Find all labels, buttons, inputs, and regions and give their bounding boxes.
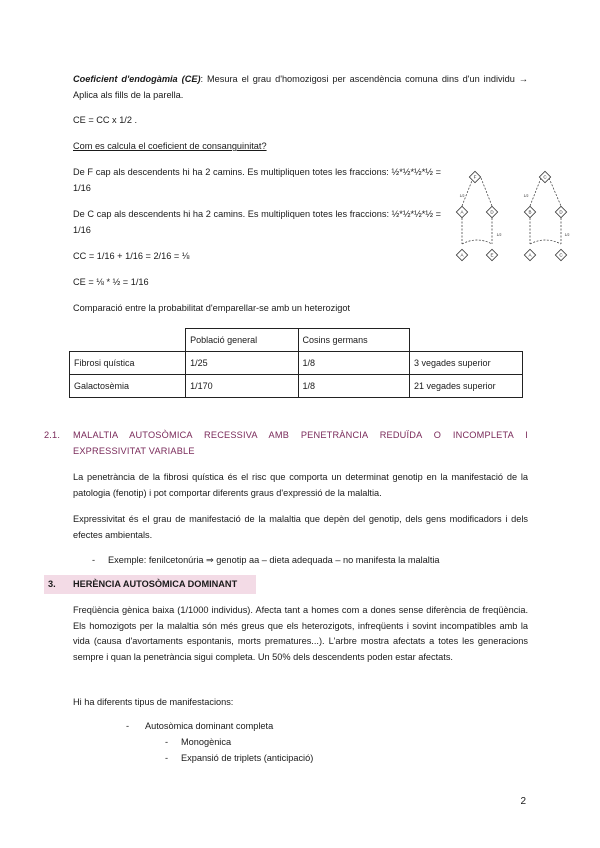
section-3-p2: Hi ha diferents tipus de manifestacions: <box>73 697 234 707</box>
section-2-1-p2: Expressivitat és el grau de manifestació de la malaltia que depèn del genotip, dels gens modificadors i dels efectes ambientals. <box>73 514 528 540</box>
pedigree-edge-label: 1/2 <box>564 233 570 237</box>
pedigree-label: A <box>460 209 464 215</box>
table-cell: 1/25 <box>186 352 298 375</box>
pedigree-edge <box>459 178 473 206</box>
table-cell: Galactosèmia <box>70 375 186 398</box>
comparison-intro: Comparació entre la probabilitat d'emparellar-se amb un heterozigot <box>73 303 351 313</box>
table-row <box>70 375 523 398</box>
pedigree-edge-label: 1/2 <box>459 194 465 198</box>
section-3-p1: Freqüència gènica baixa (1/1000 individus). Afecta tant a homes com a dones sense diferència de freqüència. Els homozigots per la malaltia són més greus que els heterozigots, infreqüents i sovint incompatibles amb la vida (causa d'avortaments espontanis, morts prematures...). L'arbre mostra afectats a totes les generacions sempre i quan la penetrància sigui completa. Un 50% dels descendents poden estar afectats. <box>73 605 528 662</box>
pedigree-label: F <box>473 174 477 180</box>
coef-term: Coeficient d'endogàmia (CE) <box>73 74 201 84</box>
table-row <box>70 352 523 375</box>
pedigree-label: A <box>528 252 532 258</box>
pedigree-label: C <box>559 252 563 258</box>
list-item-main: Autosòmica dominant completa <box>145 721 274 731</box>
table-cell: 3 vegades superior <box>410 352 523 375</box>
pedigree-diagram <box>440 166 585 276</box>
bullet-dash: - <box>165 737 169 747</box>
list-item-sub: Monogènica <box>181 737 232 747</box>
ce-result: CE = ⅛ * ½ = 1/16 <box>73 277 149 287</box>
pedigree-label: B <box>528 209 532 215</box>
table-cell: 1/8 <box>298 352 409 375</box>
table-cell: 21 vegades superior <box>410 375 523 398</box>
section-2-1-title: MALALTIA AUTOSÒMICA RECESSIVA AMB PENETRÀNCIA REDUÏDA O INCOMPLETA I EXPRESSIVITAT VARIABLE <box>73 430 528 456</box>
bullet-dash: - <box>92 555 96 565</box>
bullet-dash: - <box>126 721 130 731</box>
table-header-row <box>70 329 523 352</box>
pedigree-edge-label: 1/2 <box>523 194 529 198</box>
pedigree-label: E <box>490 252 494 258</box>
table-header-cell: Cosins germans <box>298 329 409 352</box>
coef-definition-text: : Mesura el grau d'homozigosi per ascendència comuna dins d'un individu → Aplica als fills de la parella. <box>73 74 528 100</box>
pedigree-label: A <box>460 252 464 258</box>
page-number: 2 <box>520 796 526 807</box>
section-3-number: 3. <box>48 579 56 589</box>
section-3-title: HERÈNCIA AUTOSÒMICA DOMINANT <box>73 579 238 589</box>
table-cell: Fibrosi quística <box>70 352 186 375</box>
table-header-cell <box>70 329 186 352</box>
table-header-cell <box>410 329 523 352</box>
f-paths-text: De F cap als descendents hi ha 2 camins. Es multipliquen totes les fraccions: ½*½*½*½ = 1/16 <box>73 167 441 193</box>
pedigree-edge <box>549 178 561 206</box>
pedigree-edge <box>530 240 561 244</box>
section-2-1-p1: La penetrància de la fibrosi quística és el risc que comporta un determinat genotip en la manifestació de la patologia (fenotip) i pot comportar diferents graus d'expressió de la malaltia. <box>73 472 528 498</box>
cc-sum: CC = 1/16 + 1/16 = 2/16 = ⅛ <box>73 251 190 261</box>
pedigree-edge <box>462 240 492 244</box>
table-header-cell: Població general <box>186 329 298 352</box>
pedigree-label: C <box>543 174 547 180</box>
pedigree-label: D <box>490 209 494 215</box>
coef-subtitle: Com es calcula el coeficient de consanguinitat? <box>73 141 267 151</box>
section-2-1-number: 2.1. <box>44 430 61 440</box>
section-2-1-example: Exemple: fenilcetonúria ⇒ genotip aa – dieta adequada – no manifesta la malaltia <box>108 555 440 565</box>
pedigree-edge <box>530 178 541 206</box>
comparison-table <box>69 328 523 398</box>
c-paths-text: De C cap als descendents hi ha 2 camins. Es multipliquen totes les fraccions: ½*½*½*½ = 1/16 <box>73 209 441 235</box>
pedigree-edge <box>481 178 492 206</box>
table-cell: 1/170 <box>186 375 298 398</box>
pedigree-edge-label: 1/2 <box>496 233 502 237</box>
bullet-dash: - <box>165 753 169 763</box>
coef-definition <box>73 72 528 103</box>
coef-formula: CE = CC x 1/2 . <box>73 115 138 125</box>
list-item-sub: Expansió de triplets (anticipació) <box>181 753 314 763</box>
table-cell: 1/8 <box>298 375 409 398</box>
pedigree-label: D <box>559 209 563 215</box>
